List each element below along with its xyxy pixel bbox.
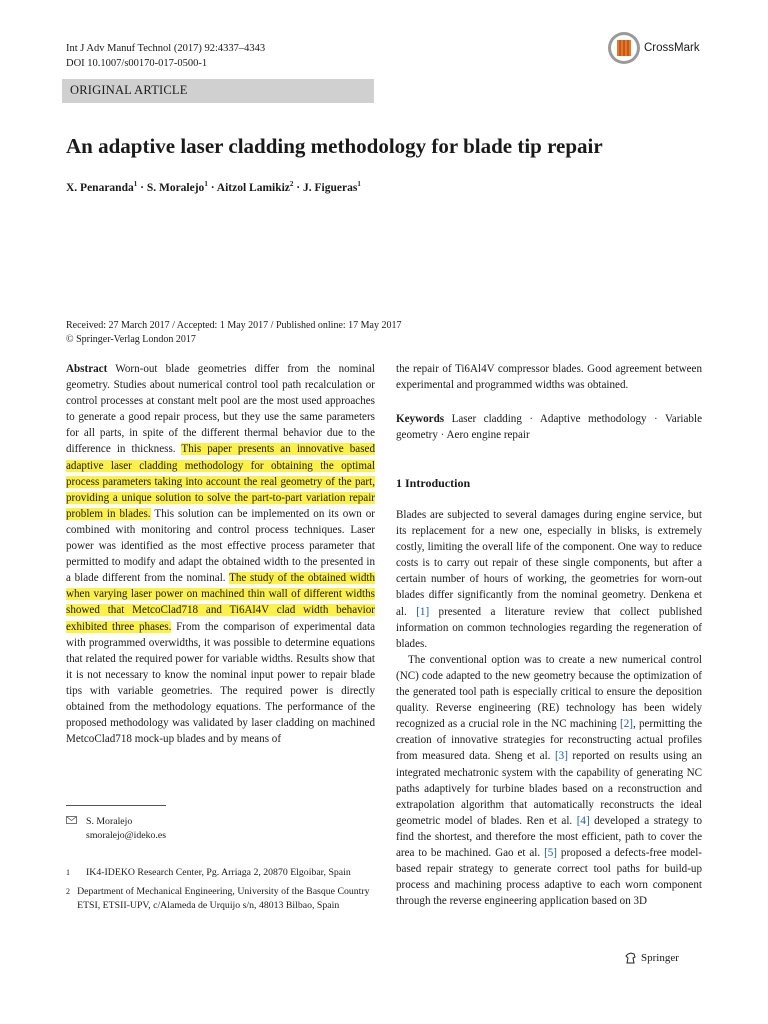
abstract-text: This solution can be implemented on its own or combined with monitoring and control process techniques. Laser power was identified as the most effective process parameter that permitted to modify and adapt the obtained width to the presented in a blade different from the nominal.	[66, 507, 376, 585]
springer-horse-icon	[624, 951, 638, 965]
journal-citation: Int J Adv Manuf Technol (2017) 92:4337–4343	[66, 43, 266, 54]
affiliation-text: Department of Mechanical Engineering, University of the Basque Country ETSI, ETSII-UPV, c/Alameda de Urquijo s/n, 48013 Bilbao, Spain	[77, 886, 370, 911]
author[interactable]: S. Moralejo	[146, 181, 205, 194]
author[interactable]: X. Penaranda	[66, 181, 134, 194]
keywords-label: Keywords	[396, 413, 445, 425]
citation-link[interactable]: [1]	[416, 605, 430, 618]
abstract-text: Worn-out blade geometries differ from the nominal geometry. Studies about numerical control tool path recalculation or control processes at constant melt pool are the most used approaches to generate a good repair process, but they use the same parameters for all parts, in spite of the different thermal behavior due to the difference in thickness.	[66, 363, 375, 456]
crossmark-label: CrossMark	[644, 42, 700, 54]
affiliation	[66, 866, 386, 880]
publication-dates	[66, 319, 402, 347]
section-heading: 1 Introduction	[396, 476, 471, 490]
corresponding-author: S. Moralejo	[86, 816, 133, 827]
abstract	[66, 361, 375, 747]
publisher-logo	[624, 951, 679, 965]
journal-meta	[66, 41, 265, 71]
keywords-text: Laser cladding · Adaptive methodology · Variable geometry · Aero engine repair	[396, 413, 702, 442]
abstract-continuation: the repair of Ti6Al4V compressor blades. Good agreement between experimental and programmed widths was obtained.	[396, 363, 702, 392]
copyright: © Springer-Verlag London 2017	[66, 334, 196, 345]
author-list: X. Penaranda$^1$ · S. Moralejo$^1$ · Aitzol Lamikiz$^2$ · J. Figueras$^1$	[66, 180, 361, 194]
abstract-highlight: The study of the obtained width when varying laser power on machined thin wall of different widths showed that MetcoClad718 and Ti6Al4V clad width behavior exhibited three phases.	[66, 572, 375, 633]
dates-line: Received: 27 March 2017 / Accepted: 1 May 2017 / Published online: 17 May 2017	[66, 320, 402, 331]
citation-link[interactable]: [3]	[554, 750, 568, 763]
author[interactable]: Aitzol Lamikiz	[216, 181, 290, 194]
keywords	[396, 411, 702, 443]
footnote-divider	[66, 805, 166, 806]
abstract-highlight: This paper presents an innovative based adaptive laser cladding methodology for obtaining the optimal process parameters taking into account the real geometry of the part, providing a unique solution to solve the part-to-part variation repair problem in blades.	[66, 443, 375, 520]
corresponding-email[interactable]: smoralejo@ideko.es	[86, 829, 167, 841]
abstract-text: From the comparison of experimental data with programmed overwidths, it was possible to determine equations that related the required power for variable widths. Results show that it is not necessary to know the nominal input power to repair blade tips with variable geometries. The required power is directly obtained from the methodology equations. The performance of the proposed methodology was validated by laser cladding on machined MetcoClad718 mock-up blades and by means of	[66, 620, 375, 746]
abstract-label: Abstract	[66, 363, 108, 375]
citation-link[interactable]: [2]	[620, 718, 633, 731]
paper-title: An adaptive laser cladding methodology for blade tip repair	[66, 134, 603, 158]
affiliation-number: 2	[66, 887, 70, 896]
paragraph: Blades are subjected to several damages during engine service, but its replacement for a new one, especially in blisks, is extremely costly, limiting the overall life of the component. One way to reduce costs is to carry out repair of these single components, but after a certain number of hours of working, the geometries for worn-out blades differ significantly from the nominal geometry. Denkena et al. [1] presented a literature review that collect published information on common technologies regarding the regeneration of blades.	[396, 509, 703, 650]
affiliation-number: 1	[66, 868, 70, 877]
correspondence	[66, 815, 166, 842]
publisher-name: Springer	[641, 952, 679, 964]
doi[interactable]: DOI 10.1007/s00170-017-0500-1	[66, 58, 208, 69]
introduction-body	[396, 507, 702, 909]
citation-link[interactable]: [4]	[576, 814, 590, 827]
citation-link[interactable]: [5]	[544, 846, 557, 859]
envelope-icon	[66, 815, 86, 842]
affiliation-text: IK4-IDEKO Research Center, Pg. Arriaga 2, 20870 Elgoibar, Spain	[86, 867, 351, 878]
author[interactable]: J. Figueras	[303, 181, 358, 194]
affiliation	[66, 885, 386, 912]
paragraph: The conventional option was to create a new numerical control (NC) code adapted to the new geometry because the optimization of the generated tool path is especially critical to ensure the deposition quality. Reverse engineering (RE) technology has been widely recognized as a crucial role in the NC machining [2], permitting the creation of innovative strategies for reconstructing actual profiles from measured data. Sheng et al. [3] reported on results using an integrated mechatronic system with the capability of generating NC paths adaptively for turbine blades based on a reconstruction and extrapolation algorithm that automatically reconstructs the ideal geometric model of blades. Ren et al. [4] developed a strategy to find the shortest, and therefore the most efficient, path to cover the area to be machined. Gao et al. [5] proposed a defects-free model-based repair strategy to generate correct tool paths for build-up process and machining process adaptive to each worn component through the reverse engineering application based on 3D	[396, 653, 703, 908]
crossmark-badge[interactable]	[607, 31, 700, 65]
crossmark-icon	[607, 31, 641, 65]
article-type-banner: ORIGINAL ARTICLE	[62, 79, 374, 103]
